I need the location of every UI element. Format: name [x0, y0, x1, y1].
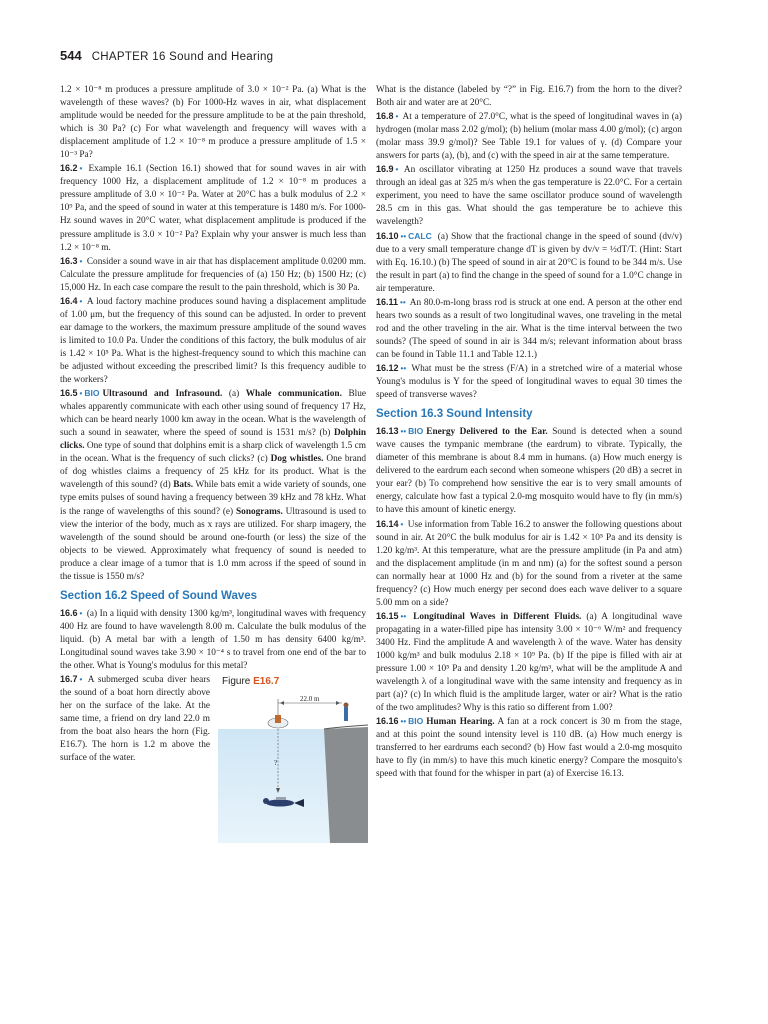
- exercise-16-1-continued: 1.2 × 10⁻⁸ m produces a pressure amplitude of 3.0 × 10⁻² Pa. (a) What is the wavelength of these waves? (b) For 1000-Hz waves in air, what displacement amplitude would be needed for the pressure amplitude to be at the pain threshold, which is 30 Pa? (c) For what wavelength and frequency will waves with a displacement amplitude of 1.2 × 10⁻⁸ m produce a pressure amplitude of 1.5 × 10⁻³ Pa?: [60, 85, 366, 161]
- subtitle-sonograms: Sonograms.: [236, 506, 283, 517]
- horn-icon: [275, 715, 281, 723]
- exercise-16-5: [60, 387, 366, 584]
- exercise-text: (a) Show that the fractional change in the speed of sound (dv/v) due to a very small temperature change dT is given by dv/v = ½dT/T. (Hint: Start with Eq. 16.10.) (b) The speed of sound in air at 20°C is found to be 344 m/s. Use the result in part (a) to find the change in the speed of sound for a 1.0°C change in air temperature.: [376, 231, 682, 294]
- section-heading-16-2: Section 16.2 Speed of Sound Waves: [60, 589, 258, 602]
- exercise-text: At a temperature of 27.0°C, what is the speed of longitudinal waves in (a) hydrogen (molar mass 2.02 g/mol); (b) helium (molar mass 4.00 g/mol); (c) argon (molar mass 39.9 g/mol)? See Table 19.1 for values of γ. (d) Compare your answers for parts (a), (b), and (c) with the speed in air at the same temperature.: [376, 112, 683, 162]
- exercise-text: What must be the stress (F/A) in a stretched wire of a material whose Young's modulus is Y for the speed of longitudinal waves to equal 30 times the speed of transverse waves?: [376, 363, 682, 401]
- exercise-text: (a) A longitudinal wave propagating in a water-filled pipe has intensity 3.00 × 10⁻⁶ W/m² and frequency 3400 Hz. Find the amplitude A and wavelength λ of the wave. Water has density 1000 kg/m³ and bulk modulus 2.18 × 10⁹ Pa. (b) If the pipe is filled with air at pressure 1.00 × 10⁵ Pa and density 1.20 kg/m³, what will be the amplitude A and wavelength λ of a longitudinal wave with the same intensity and frequency as in part (a)? (c) In which fluid is the amplitude larger, water or air? What is the ratio of the two amplitudes? Why is this ratio so different from 1.00?: [376, 611, 682, 714]
- section-heading-16-3: Section 16.3 Sound Intensity: [376, 408, 533, 421]
- exercise-16-16: [376, 715, 682, 781]
- shore-rock: [324, 727, 368, 843]
- difficulty-dots: •: [79, 164, 83, 174]
- exercise-16-4: [60, 295, 366, 387]
- exercise-number: 16.2: [60, 163, 78, 174]
- exercise-16-14: [376, 518, 682, 610]
- exercise-text: An 80.0-m-long brass rod is struck at one end. A person at the other end hears two sounds as a result of two longitudinal waves, one traveling in the metal rod and the other traveling in the air. What is the time interval between the two sounds? (The speed of sound in air is 344 m/s; relevant information about brass can be found in Table 11.1 and Table 12.1.): [376, 297, 682, 360]
- exercise-number: 16.8: [376, 111, 394, 122]
- bio-tag: BIO: [408, 716, 424, 727]
- exercise-text: One brand of dog whistles claims a frequency of 25 kHz for its product. What is the wavelength of this sound? (d): [60, 454, 366, 491]
- difficulty-dots: ••: [400, 427, 407, 437]
- exercise-text: A submerged scuba diver hears the sound of a boat horn directly above her on the surface of the lake. At the same time, a friend on dry land 22.0 m from the boat also hears the horn (Fig. E16.7). The horn is 1.2 m above the surface of the water.: [60, 675, 211, 764]
- exercise-number: 16.7: [60, 674, 78, 685]
- difficulty-dots: •: [395, 112, 399, 122]
- exercise-text: Example 16.1 (Section 16.1) showed that for sound waves in air with frequency 1000 Hz, a displacement amplitude of 1.2 × 10⁻⁸ m produces a pressure amplitude of 3.0 × 10⁻² Pa. Water at 20°C has a bulk modulus of 2.2 × 10⁹ Pa, and the speed of sound in water at this temperature is 1480 m/s. For 1000-Hz sound waves in 20°C water, what displacement amplitude is produced if the pressure amplitude is 3.0 × 10⁻² Pa? Explain why your answer is much less than 1.2 × 10⁻⁸ m.: [60, 164, 367, 253]
- exercise-text: While bats emit a wide variety of sounds, one type emits pulses of sound having a frequency between 39 kHz and 78 kHz. What is the range of wavelengths of this sound? (e): [60, 480, 367, 517]
- bio-tag: BIO: [84, 388, 100, 399]
- distance-label: 22.0 m: [300, 695, 320, 704]
- exercise-16-6: [60, 607, 366, 673]
- exercise-number: 16.6: [60, 607, 78, 618]
- difficulty-dots: ••: [400, 363, 407, 373]
- exercise-text: One type of sound that dolphins emit is a sharp click of wavelength 1.5 cm in the ocean. What is the frequency of such clicks? (c): [60, 441, 367, 465]
- difficulty-dots: •: [79, 389, 83, 399]
- exercise-number: 16.15: [376, 610, 399, 621]
- difficulty-dots: •: [395, 165, 399, 175]
- exercise-16-8: [376, 110, 682, 163]
- chapter-title: CHAPTER 16 Sound and Hearing: [91, 51, 274, 63]
- calc-tag: CALC: [408, 230, 432, 241]
- exercise-number: 16.9: [376, 164, 394, 175]
- figure-label: [222, 675, 279, 688]
- exercise-number: 16.4: [60, 295, 78, 306]
- left-column: [60, 84, 366, 851]
- exercise-16-15: [376, 610, 682, 715]
- difficulty-dots: •: [79, 296, 83, 306]
- figure-e16-7: [218, 693, 368, 843]
- exercise-number: 16.16: [376, 716, 399, 727]
- difficulty-dots: •: [79, 608, 83, 618]
- exercise-text: Use information from Table 16.2 to answer the following questions about sound in air. At 20°C the bulk modulus for air is 1.42 × 10⁵ Pa and its density is 1.20 kg/m³. At this temperature, what are the pressure amplitude (in Pa and atm) and the displacement amplitude (in m and nm) (a) for the softest sound a person can normally hear at 1000 Hz and (b) for the sound from a riveter at the same frequency? (c) How much energy per second does each wave deliver to a square 5.00 mm on a side?: [376, 519, 682, 608]
- subtitle-dolphin: Dolphin clicks.: [60, 428, 366, 452]
- bio-tag: BIO: [408, 426, 424, 437]
- subtitle-dog: Dog whistles.: [270, 454, 324, 465]
- exercise-number: 16.10: [376, 230, 399, 241]
- right-column: [376, 84, 682, 781]
- exercise-16-10: [376, 230, 682, 296]
- exercise-text: Ultrasound is used to view the interior of the body, much as x rays are utilized. For sharp imagery, the wavelength of the sound should be around one-fourth (or less) the size of the objects to be viewed. Approximately what frequency of sound is needed to produce a clear image of a tumor that is 1.0 mm across if the speed of sound in the tissue is 1550 m/s?: [60, 506, 367, 582]
- exercise-16-7-with-figure: [60, 673, 366, 851]
- exercise-number: 16.14: [376, 518, 399, 529]
- difficulty-dots: •: [400, 519, 404, 529]
- exercise-title: Human Hearing.: [426, 717, 495, 728]
- difficulty-dots: •: [79, 256, 83, 266]
- exercise-number: 16.11: [376, 296, 399, 307]
- subtitle-whale: Whale communication.: [245, 389, 342, 400]
- exercise-number: 16.12: [376, 362, 399, 373]
- exercise-title: Longitudinal Waves in Different Fluids.: [413, 611, 582, 622]
- difficulty-dots: ••: [400, 297, 406, 307]
- difficulty-dots: ••: [400, 717, 407, 727]
- exercise-16-7: [60, 673, 210, 765]
- exercise-text: Consider a sound wave in air that has displacement amplitude 0.0200 mm. Calculate the pressure amplitude for frequencies of (a) 150 Hz; (b) 1500 Hz; (c) 15,000 Hz. In each case compare the result to the pain threshold, which is 30 Pa.: [60, 256, 366, 293]
- exercise-16-12: [376, 362, 682, 402]
- exercise-title: Energy Delivered to the Ear.: [426, 427, 548, 438]
- page-header: [60, 48, 273, 63]
- exercise-number: 16.5: [60, 388, 78, 399]
- unknown-distance-label: ?: [274, 759, 278, 768]
- figure-label-prefix: Figure: [222, 676, 251, 688]
- exercise-16-3: [60, 255, 366, 295]
- part-label: (a): [228, 389, 240, 400]
- exercise-number: 16.13: [376, 426, 399, 437]
- exercise-16-7-continued: What is the distance (labeled by “?” in Fig. E16.7) from the horn to the diver? Both air and water are at 20°C.: [376, 85, 682, 109]
- exercise-text: Blue whales apparently communicate with each other using sound of frequency 17 Hz, which can be heard nearly 1000 km away in the ocean. What is the wavelength of such a sound in seawater, where the speed of sound is 1531 m/s? (b): [60, 389, 367, 439]
- exercise-text: (a) In a liquid with density 1300 kg/m³, longitudinal waves with frequency 400 Hz are found to have wavelength 8.00 m. Calculate the bulk modulus of the liquid. (b) A metal bar with a length of 1.50 m has density 6400 kg/m³. Longitudinal sound waves take 3.90 × 10⁻⁴ s to travel from one end of the bar to the other. What is Young's modulus for this metal?: [60, 608, 366, 672]
- page-number: 544: [60, 48, 82, 63]
- exercise-number: 16.3: [60, 255, 78, 266]
- exercise-16-2: [60, 162, 366, 254]
- exercise-text: A loud factory machine produces sound having a displacement amplitude of 1.00 μm, but the frequency of this sound can be adjusted. In order to prevent ear damage to the workers, the maximum pressure amplitude of the sound waves is limited to 10.0 Pa. Under the conditions of this factory, the bulk modulus of air is 1.42 × 10⁵ Pa. What is the highest-frequency sound to which this machine can be adjusted without exceeding the prescribed limit? Is this frequency audible to the workers?: [60, 296, 366, 386]
- difficulty-dots: •: [79, 675, 83, 685]
- exercise-text: An oscillator vibrating at 1250 Hz produces a sound wave that travels through an ideal gas at 325 m/s when the gas temperature is 22.0°C. For a certain experiment, you need to have the same oscillator produce sound of wavelength 28.5 cm in this gas. What should the gas temperature be to achieve this wavelength?: [376, 165, 683, 228]
- lake-water: [218, 729, 330, 843]
- difficulty-dots: ••: [400, 611, 407, 621]
- exercise-16-11: [376, 296, 682, 362]
- difficulty-dots: ••: [400, 231, 407, 241]
- exercise-text: Sound is detected when a sound wave causes the tympanic membrane (the eardrum) to vibrate. Typically, the diameter of this membrane is about 8.4 mm in humans. (a) How much energy is delivered to the eardrum each second when someone whispers (20 dB) a secret in your ear? (b) To comprehend how sensitive the ear is to very small amounts of energy, calculate how fast a typical 2.0-mg mosquito would have to fly (in mm/s) to have this amount of kinetic energy.: [376, 427, 682, 516]
- figure-label-id: E16.7: [253, 676, 280, 688]
- exercise-16-9: [376, 163, 682, 229]
- friend-icon: [344, 703, 349, 708]
- exercise-16-13: [376, 425, 682, 517]
- exercise-title: Ultrasound and Infrasound.: [102, 389, 223, 400]
- exercise-text: A fan at a rock concert is 30 m from the stage, and at this point the sound intensity level is 110 dB. (a) How much energy is transferred to her eardrums each second? (b) How fast would a 2.0-mg mosquito have to fly (in mm/s) to have this much kinetic energy? Compare the mosquito's speed with that found for the whisper in part (a) of Exercise 16.13.: [376, 717, 682, 780]
- subtitle-bats: Bats.: [173, 480, 194, 491]
